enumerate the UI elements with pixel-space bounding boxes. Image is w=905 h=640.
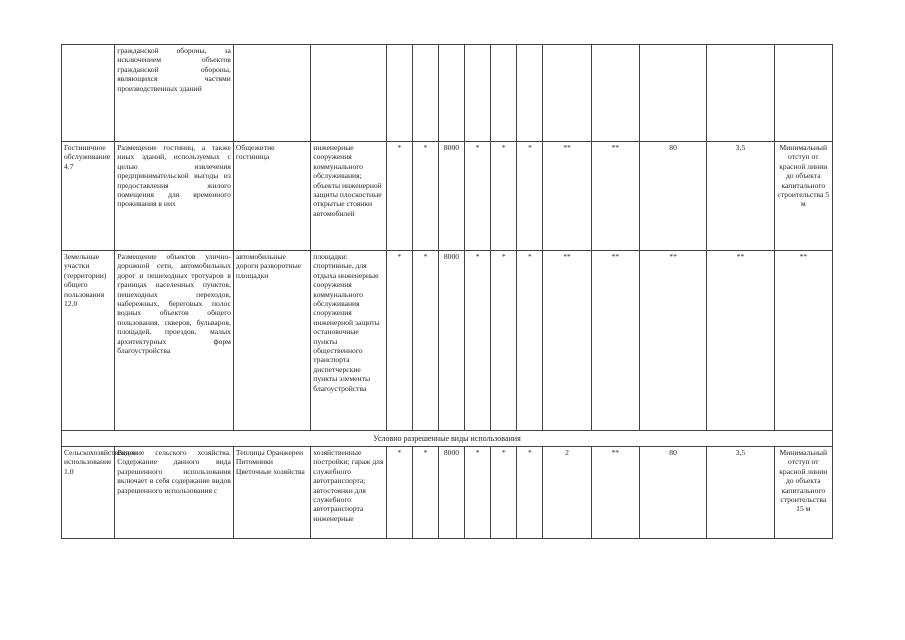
param-cell: * bbox=[491, 251, 517, 431]
infrastructure-cell: инженерные сооружения коммунального обслуживания; объекты инженерной защиты плоскостные открытые стоянки автомобилей bbox=[311, 142, 386, 251]
param-cell: 8000 bbox=[438, 447, 464, 539]
param-cell: ** bbox=[639, 251, 706, 431]
note-cell: Минимальный отступ от красной линии до объекта капитального строительства 15 м bbox=[774, 447, 832, 539]
infrastructure-cell: хозяйственные постройки; гараж для служебного автотранспорта; автостоянки для служебного автотранспорта инженерные bbox=[311, 447, 386, 539]
note-cell bbox=[774, 45, 832, 142]
use-name-cell: Земельные участки (территории) общего пользования 12.0 bbox=[62, 251, 115, 431]
section-header: Условно разрешенные виды использования bbox=[62, 431, 833, 447]
param-cell: * bbox=[517, 251, 543, 431]
param-cell: 3,5 bbox=[707, 447, 774, 539]
use-name-cell: Гостиничное обслуживание 4.7 bbox=[62, 142, 115, 251]
use-description-cell: Размещение объектов улично-дорожной сети, автомобильных дорог и пешеходных тротуаров в границах населенных пунктов, пешеходных переходов, набережных, береговых полос водных объектов общего пользования, скверов, бульваров, площадей, проездов, малых архитектурных форм благоустройства bbox=[115, 251, 234, 431]
param-cell bbox=[543, 45, 591, 142]
use-name-cell: Сельскохозяйственное использование 1.0 bbox=[62, 447, 115, 539]
param-cell: ** bbox=[543, 251, 591, 431]
use-description-cell: Размещение гостиниц, а также иных зданий, используемых с целью извлечения предпринимательской выгоды из предоставления жилого помещения для временного проживания в них bbox=[115, 142, 234, 251]
section-header-row bbox=[62, 431, 833, 447]
param-cell: 80 bbox=[639, 447, 706, 539]
param-cell bbox=[707, 45, 774, 142]
param-cell: ** bbox=[707, 251, 774, 431]
param-cell: * bbox=[386, 251, 412, 431]
param-cell bbox=[591, 45, 639, 142]
table-row bbox=[62, 142, 833, 251]
use-examples-cell: Теплицы Оранжереи Питомники Цветочные хозяйства bbox=[233, 447, 310, 539]
use-description-cell: гражданской обороны, за исключением объектов гражданской обороны, являющихся частями производственных зданий bbox=[115, 45, 234, 142]
param-cell: * bbox=[465, 142, 491, 251]
infrastructure-cell bbox=[311, 45, 386, 142]
param-cell bbox=[438, 45, 464, 142]
param-cell: 3,5 bbox=[707, 142, 774, 251]
param-cell: * bbox=[517, 142, 543, 251]
param-cell: * bbox=[412, 142, 438, 251]
param-cell: * bbox=[386, 142, 412, 251]
param-cell: ** bbox=[543, 142, 591, 251]
use-examples-cell bbox=[233, 45, 310, 142]
param-cell: 80 bbox=[639, 142, 706, 251]
use-description-cell: Ведение сельского хозяйства. Содержание данного вида разрешенного использования включает в себя содержание видов разрешенного использования с bbox=[115, 447, 234, 539]
param-cell bbox=[639, 45, 706, 142]
land-use-regulations-table bbox=[61, 44, 833, 539]
param-cell: * bbox=[491, 142, 517, 251]
use-examples-cell: автомобильные дороги разворотные площадки bbox=[233, 251, 310, 431]
table-row bbox=[62, 447, 833, 539]
note-cell: Минимальный отступ от красной линии до объекта капитального строительства 5 м bbox=[774, 142, 832, 251]
param-cell bbox=[412, 45, 438, 142]
param-cell: * bbox=[412, 251, 438, 431]
param-cell: ** bbox=[591, 447, 639, 539]
param-cell: * bbox=[465, 447, 491, 539]
param-cell: 8000 bbox=[438, 142, 464, 251]
param-cell bbox=[465, 45, 491, 142]
use-examples-cell: Общежитие гостиница bbox=[233, 142, 310, 251]
param-cell bbox=[386, 45, 412, 142]
param-cell: * bbox=[465, 251, 491, 431]
param-cell bbox=[517, 45, 543, 142]
use-name-cell bbox=[62, 45, 115, 142]
param-cell: * bbox=[491, 447, 517, 539]
param-cell: ** bbox=[591, 142, 639, 251]
table-row bbox=[62, 45, 833, 142]
table-row bbox=[62, 251, 833, 431]
param-cell: 8000 bbox=[438, 251, 464, 431]
param-cell: * bbox=[386, 447, 412, 539]
param-cell: * bbox=[412, 447, 438, 539]
param-cell bbox=[491, 45, 517, 142]
param-cell: * bbox=[517, 447, 543, 539]
note-cell: ** bbox=[774, 251, 832, 431]
infrastructure-cell: площадки: спортивные, для отдыха инженерные сооружения коммунального обслуживания сооружения инженерной защиты остановочные пункты общественного транспорта диспетчерские пункты элементы благоустройства bbox=[311, 251, 386, 431]
param-cell: ** bbox=[591, 251, 639, 431]
param-cell: 2 bbox=[543, 447, 591, 539]
